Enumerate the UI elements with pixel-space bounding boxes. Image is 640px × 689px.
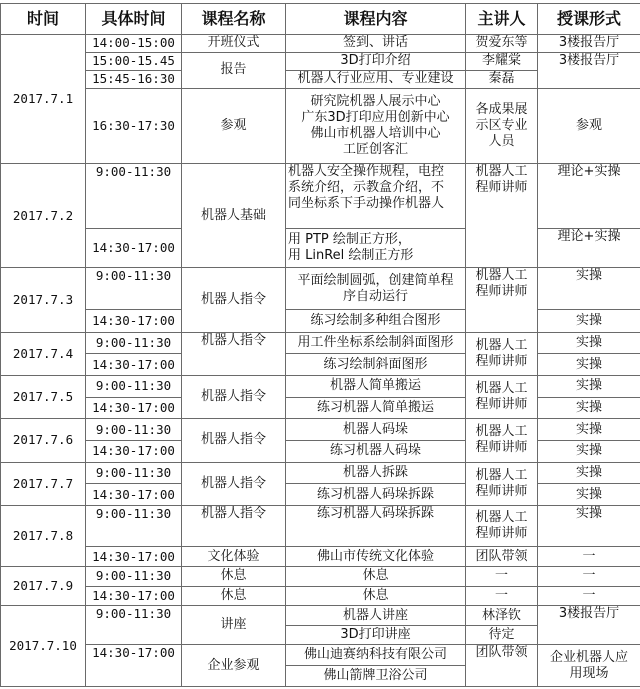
- speaker-cell: 一: [466, 586, 538, 606]
- date-cell: 2017.7.10: [1, 606, 86, 687]
- header-format: 授课形式: [538, 4, 640, 35]
- format-cell: 理论+实操: [538, 164, 640, 229]
- table-row: [1, 354, 640, 376]
- table-row: [1, 309, 640, 332]
- format-cell: 实操: [538, 268, 640, 309]
- table-row: [1, 606, 640, 626]
- time-cell: 9:00-11:30: [86, 506, 182, 547]
- speaker-cell: 机器人工 程师讲师: [466, 268, 538, 332]
- time-cell: 9:00-11:30: [86, 419, 182, 441]
- course-content-cell: 机器人码垛: [286, 419, 466, 441]
- time-cell: 14:30-17:00: [86, 440, 182, 462]
- time-cell: 15:00-15.45: [86, 52, 182, 71]
- course-name-cell: 机器人指令: [182, 419, 286, 462]
- format-cell: 3楼报告厅: [538, 34, 640, 52]
- date-cell: 2017.7.1: [1, 34, 86, 163]
- format-cell: 实操: [538, 375, 640, 397]
- course-content-cell: 练习绘制多种组合图形: [286, 309, 466, 332]
- course-content-cell: 用工件坐标系绘制斜面图形: [286, 332, 466, 354]
- time-cell: 15:45-16:30: [86, 71, 182, 89]
- date-cell: 2017.7.5: [1, 375, 86, 418]
- date-cell: 2017.7.7: [1, 462, 86, 505]
- speaker-cell: 各成果展 示区专业 人员: [466, 88, 538, 163]
- time-cell: 9:00-11:30: [86, 164, 182, 229]
- speaker-cell: 贺爱东等: [466, 34, 538, 52]
- header-row: [1, 4, 640, 35]
- date-cell: 2017.7.6: [1, 419, 86, 462]
- table-row: [1, 440, 640, 462]
- time-cell: 9:00-11:30: [86, 332, 182, 354]
- speaker-cell: 机器人工 程师讲师: [466, 332, 538, 375]
- course-content-cell: 佛山箭牌卫浴公司: [286, 666, 466, 687]
- table-row: [1, 52, 640, 71]
- table-row: [1, 164, 640, 229]
- course-content-cell: 机器人安全操作规程，电控 系统介绍，示教盒介绍，不 同坐标系下手动操作机器人: [286, 164, 466, 229]
- course-content-cell: 休息: [286, 566, 466, 586]
- format-cell: 实操: [538, 440, 640, 462]
- course-content-cell: 休息: [286, 586, 466, 606]
- course-content-cell: 机器人简单搬运: [286, 375, 466, 397]
- course-name-cell: 讲座: [182, 606, 286, 645]
- date-cell: 2017.7.4: [1, 332, 86, 375]
- header-time: 具体时间: [86, 4, 182, 35]
- table-row: [1, 397, 640, 419]
- course-name-cell: 机器人指令: [182, 268, 286, 332]
- course-content-cell: 佛山市传统文化体验: [286, 547, 466, 567]
- time-cell: 14:30-17:00: [86, 586, 182, 606]
- course-content-cell: 练习绘制斜面图形: [286, 354, 466, 376]
- course-name-cell: 机器人基础: [182, 164, 286, 268]
- table-row: [1, 645, 640, 666]
- time-cell: 14:00-15:00: [86, 34, 182, 52]
- course-name-cell: 参观: [182, 88, 286, 163]
- date-cell: 2017.7.3: [1, 268, 86, 332]
- speaker-cell: 待定: [466, 625, 538, 645]
- course-content-cell: 机器人拆跺: [286, 462, 466, 484]
- format-cell: 3楼报告厅: [538, 606, 640, 645]
- speaker-cell: 团队带领: [466, 645, 538, 687]
- time-cell: 9:00-11:30: [86, 375, 182, 397]
- format-cell: 一: [538, 547, 640, 567]
- time-cell: 9:00-11:30: [86, 606, 182, 645]
- speaker-cell: 机器人工 程师讲师: [466, 506, 538, 547]
- speaker-cell: 机器人工 程师讲师: [466, 164, 538, 268]
- table-row: [1, 88, 640, 163]
- course-name-cell: 机器人指令: [182, 332, 286, 375]
- speaker-cell: 机器人工 程师讲师: [466, 462, 538, 505]
- date-cell: 2017.7.8: [1, 506, 86, 567]
- course-name-cell: 机器人指令: [182, 462, 286, 505]
- course-content-cell: 研究院机器人展示中心 广东3D打印应用创新中心 佛山市机器人培训中心 工匠创客汇: [286, 88, 466, 163]
- course-name-cell: 休息: [182, 586, 286, 606]
- format-cell: 3楼报告厅: [538, 52, 640, 88]
- table-row: [1, 506, 640, 547]
- course-content-cell: 练习机器人码垛拆跺: [286, 484, 466, 506]
- course-content-cell: 用 PTP 绘制正方形， 用 LinRel 绘制正方形: [286, 229, 466, 268]
- format-cell: 实操: [538, 419, 640, 441]
- speaker-cell: 林泽钦: [466, 606, 538, 626]
- time-cell: 14:30-17:00: [86, 309, 182, 332]
- course-name-cell: 文化体验: [182, 547, 286, 567]
- course-content-cell: 3D打印介绍: [286, 52, 466, 71]
- time-cell: 9:00-11:30: [86, 566, 182, 586]
- time-cell: 14:30-17:00: [86, 229, 182, 268]
- course-content-cell: 练习机器人简单搬运: [286, 397, 466, 419]
- time-cell: 9:00-11:30: [86, 462, 182, 484]
- table-row: [1, 268, 640, 309]
- format-cell: 理论+实操: [538, 229, 640, 268]
- format-cell: 一: [538, 586, 640, 606]
- table-row: [1, 375, 640, 397]
- format-cell: 实操: [538, 309, 640, 332]
- course-name-cell: 报告: [182, 52, 286, 88]
- header-speaker: 主讲人: [466, 4, 538, 35]
- table-row: [1, 484, 640, 506]
- speaker-cell: 李耀棠: [466, 52, 538, 71]
- table-row: [1, 419, 640, 441]
- header-course-name: 课程名称: [182, 4, 286, 35]
- format-cell: 实操: [538, 332, 640, 354]
- format-cell: 企业机器人应 用现场: [538, 645, 640, 687]
- table-row: [1, 34, 640, 52]
- date-cell: 2017.7.2: [1, 164, 86, 268]
- table-row: [1, 586, 640, 606]
- time-cell: 9:00-11:30: [86, 268, 182, 309]
- time-cell: 14:30-17:00: [86, 484, 182, 506]
- header-course-content: 课程内容: [286, 4, 466, 35]
- course-content-cell: 3D打印讲座: [286, 625, 466, 645]
- speaker-cell: 机器人工 程师讲师: [466, 419, 538, 462]
- format-cell: 实操: [538, 506, 640, 547]
- time-cell: 14:30-17:00: [86, 354, 182, 376]
- speaker-cell: 机器人工 程师讲师: [466, 375, 538, 418]
- course-content-cell: 签到、讲话: [286, 34, 466, 52]
- course-content-cell: 机器人行业应用、专业建设: [286, 71, 466, 89]
- time-cell: 14:30-17:00: [86, 645, 182, 687]
- course-content-cell: 机器人讲座: [286, 606, 466, 626]
- time-cell: 16:30-17:30: [86, 88, 182, 163]
- format-cell: 实操: [538, 354, 640, 376]
- speaker-cell: 团队带领: [466, 547, 538, 567]
- format-cell: 实操: [538, 397, 640, 419]
- course-name-cell: 机器人指令: [182, 375, 286, 418]
- table-row: [1, 332, 640, 354]
- time-cell: 14:30-17:00: [86, 547, 182, 567]
- course-content-cell: 练习机器人码垛拆跺: [286, 506, 466, 547]
- speaker-cell: 秦磊: [466, 71, 538, 89]
- course-content-cell: 平面绘制圆弧，创建简单程 序自动运行: [286, 268, 466, 309]
- format-cell: 参观: [538, 88, 640, 163]
- format-cell: 实操: [538, 484, 640, 506]
- table-row: [1, 566, 640, 586]
- table-row: [1, 229, 640, 268]
- header-date: 时间: [1, 4, 86, 35]
- schedule-table: [0, 3, 640, 687]
- course-name-cell: 企业参观: [182, 645, 286, 687]
- course-content-cell: 佛山迪赛纳科技有限公司: [286, 645, 466, 666]
- course-content-cell: 练习机器人码垛: [286, 440, 466, 462]
- speaker-cell: 一: [466, 566, 538, 586]
- course-name-cell: 休息: [182, 566, 286, 586]
- format-cell: 实操: [538, 462, 640, 484]
- time-cell: 14:30-17:00: [86, 397, 182, 419]
- course-name-cell: 开班仪式: [182, 34, 286, 52]
- format-cell: 一: [538, 566, 640, 586]
- course-name-cell: 机器人指令: [182, 506, 286, 547]
- date-cell: 2017.7.9: [1, 566, 86, 605]
- table-row: [1, 547, 640, 567]
- table-row: [1, 462, 640, 484]
